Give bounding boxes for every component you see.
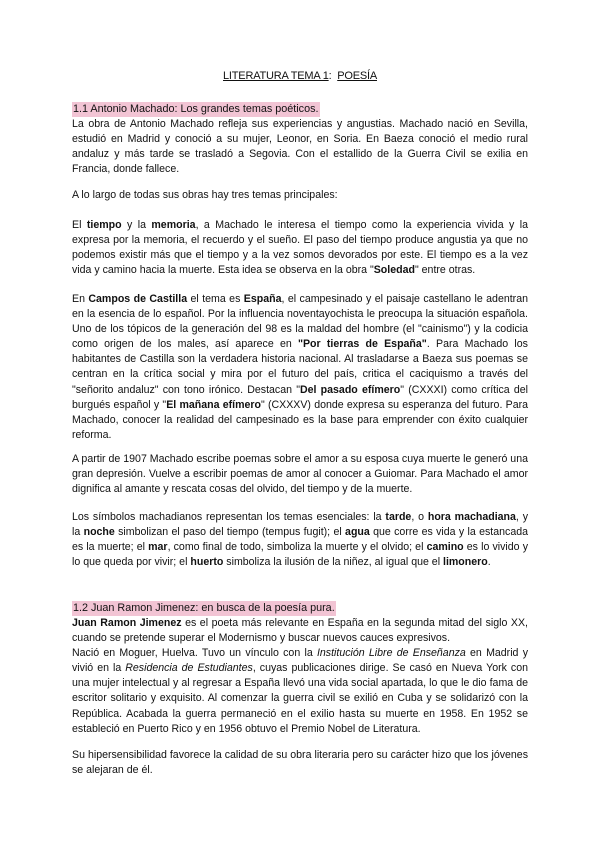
section-2: [72, 598, 528, 737]
paragraph-jrj-bio: Nació en Moguer, Huelva. Tuvo un vínculo con la Institución Libre de Enseñanza en Madrid y vivió en la Residencia de Estudiantes, cuyas publicaciones dirige. Se casó en Nueva York con una mujer intelectual y al regresar a España llevó una vida social apartada, lo que le dio fama de escritor solitario y exquisito. Al comenzar la guerra civil se exilió en Cuba y se solidarizó con la República. Acabada la guerra permaneció en el exilio hasta su muerte en 1958. En 1952 se estableció en Puerto Rico y en 1956 obtuvo el Premio Nobel de Literatura.: [72, 647, 528, 735]
section-1: [72, 99, 528, 177]
paragraph-caracter: Su hipersensibilidad favorece la calidad de su obra literaria pero su carácter hizo que los jóvenes se alejaran de él.: [72, 749, 528, 777]
title-part2: POESÍA: [337, 70, 377, 82]
paragraph-caracter-block: [72, 748, 528, 778]
section-1-intro: La obra de Antonio Machado refleja sus experiencias y angustias. Machado nació en Sevilla, estudió en Madrid y conoció a su mujer, Leonor, en Soria. En Baeza conoció el medio rural andaluz y más tarde se trasladó a Segovia. Con el estallido de la Guerra Civil se exilia en Francia, donde fallece.: [72, 118, 528, 176]
paragraph-jrj-intro: Juan Ramon Jimenez es el poeta más relevante en España en la segunda mitad del siglo XX, cuando se pretende superar el Modernismo y buscar nuevos cauces expresivos.: [72, 617, 528, 645]
themes-intro: A lo largo de todas sus obras hay tres temas principales:: [72, 189, 338, 201]
paragraph-amor-block: [72, 452, 528, 497]
section-1-heading: 1.1 Antonio Machado: Los grandes temas poéticos.: [73, 103, 319, 115]
paragraph-tiempo-block: [72, 218, 528, 278]
paragraph-espana-block: [72, 292, 528, 443]
paragraph-simbolos: Los símbolos machadianos representan los temas esenciales: la tarde, o hora machadiana, y la noche simbolizan el paso del tiempo (tempus fugit); el agua que corre es vida y la estancada es la muerte; el mar, como final de todo, simboliza la muerte y el olvido; el camino es lo vivido y lo que queda por vivir; el huerto simboliza la ilusión de la niñez, al igual que el limonero.: [72, 511, 529, 569]
paragraph-tiempo: El tiempo y la memoria, a Machado le interesa el tiempo como la experiencia vivida y la expresa por la memoria, el recuerdo y el sueño. El paso del tiempo produce angustia ya que no podemos existir más que el tiempo y a la vez somos devorados por este. El tiempo es a la vez vida y camino hacia la muerte. Esta idea se observa en la obra "Soledad" entre otras.: [72, 219, 528, 277]
title-part1: LITERATURA TEMA 1: [223, 70, 329, 82]
title-separator: :: [328, 70, 332, 82]
paragraph-simbolos-block: [72, 510, 528, 570]
paragraph-amor: A partir de 1907 Machado escribe poemas sobre el amor a su esposa cuya muerte le generó una gran depresión. Vuelve a escribir poemas de amor al conocer a Guiomar. Para Machado el amor dignifica al amante y rescata cosas del olvido, del tiempo y de la muerte.: [72, 453, 528, 496]
themes-intro-block: [72, 188, 528, 203]
page-title: [0, 70, 600, 82]
section-2-heading: 1.2 Juan Ramon Jimenez: en busca de la poesía pura.: [73, 602, 335, 614]
paragraph-espana: En Campos de Castilla el tema es España, el campesinado y el paisaje castellano le adentran en la esencia de lo español. Por la influencia noventayochista le preocupa la situación española. Uno de los tópicos de la generación del 98 es la maldad del hombre (el "cainismo") y la codicia como origen de los males, así aparece en "Por tierras de España". Para Machado los habitantes de Castilla son la verdadera historia nacional. Al trasladarse a Baeza sus poemas se centran en la crítica social y mira por el futuro del país, critica el caciquismo a través del "señorito andaluz" con tono irónico. Destacan "Del pasado efímero" (CXXXI) como crítica del burgués español y "El mañana efímero" (CXXXV) donde expresa su esperanza del futuro. Para Machado, conocer la realidad del campesinado es la base para emprender con éxito cualquier reforma.: [72, 293, 529, 441]
